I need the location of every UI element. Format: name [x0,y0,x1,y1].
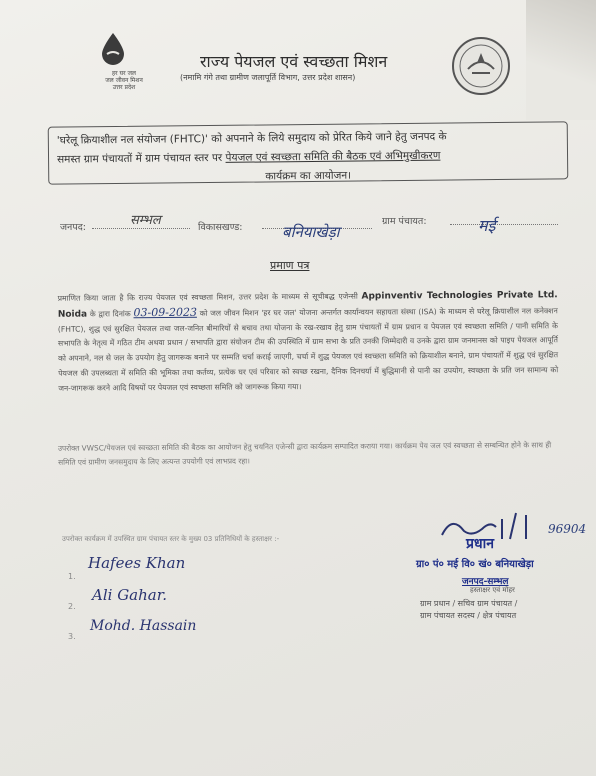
agency-name: Appinventiv Technologies Private Ltd. Noida [57,290,558,320]
panchayat-label: ग्राम पंचायत: [382,216,427,227]
paper-fold-shadow [526,0,596,120]
signature-code: 96904 [548,522,587,536]
certificate-body-paragraph-2: उपरोक्त VWSC/पेयजल एवं स्वच्छता समिति की बैठक का आयोजन हेतु चयनित एजेन्सी द्वारा कार्यक्रम सम्पादित कराया गया। कार्यक्रम पेय जल एवं स्वच्छता से सम्बन्धित होने के साथ ही समिति एवं ग्रामीण जनसमुदाय के लिए अत्यन्त उपयोगी एवं लाभप्रद रहा। [57,440,552,467]
heading-line-2a: समस्त ग्राम पंचायतों में ग्राम पंचायत स्तर पर [56,151,226,166]
program-heading-box [48,121,569,184]
participant-2-signature: Ali Gahar. [92,586,168,604]
participant-1-signature: Hafees Khan [88,554,186,572]
stamp-pradhan: प्रधान [466,536,494,552]
water-drop-icon [100,32,126,66]
district-value: सम्भल [130,213,161,228]
participant-3-number: 3. [68,632,76,641]
org-subtitle: (नमामि गंगे तथा ग्रामीण जलापूर्ति विभाग, उत्तर प्रदेश शासन) [180,73,356,82]
sign-and-seal-label: हस्ताक्षर एवं मोहर [470,586,515,594]
participant-3-signature: Mohd. Hassain [90,618,197,634]
panchayat-value: मई [478,216,496,235]
district-dotline [92,228,190,229]
heading-line-2b: पेयजल एवं स्वच्छता समिति की बैठक एवं अभिमुखीकरण [225,149,441,164]
certificate-body-paragraph [58,288,559,396]
program-date: 03-09-2023 [133,305,197,320]
certificate-title: प्रमाण पत्र [270,259,310,272]
participant-2-number: 2. [68,602,76,611]
para1-end: को जल जीवन मिशन 'हर घर जल' योजना अन्तर्गत कार्यान्वयन सहायता संस्था (ISA) के माध्यम से घरेलू क्रियाशील नल कनेक्शन (FHTC), शुद्ध एवं सुरक्षित पेयजल तथा जल-जनित बीमारियों से बचाव तथा योजना के रख-रखाव हेतु ग्राम पंचायतों में ग्राम प्रधान व पेयजल एवं स्वच्छता समिति / पानी समिति के सभापति के नेतृत्व में गठित टीम अथवा प्रधान / सभापति द्वारा संयोजन टीम की उपस्थिति में ग्राम सभा के प्रति उनकी जिम्मेदारी व उनके द्वारा ग्राम जनमानस को पाइप पेयजल आपूर्ति को अपनाने, नल से जल के उपयोग हेतु जागरूक बनाने पर सम्मति चर्चा कराई जाएगी, चर्चा में शुद्ध पेयजल एवं स्वच्छता समिति को क्रियाशील बनाने, ग्राम पंचायतों में शुद्ध एवं सुरक्षित पेयजल की उपलब्धता में समिति की भूमिका तथा कर्तव्य, प्रत्येक घर एवं परिवार को स्वच्छ रखना, दैनिक दिनचर्या में बुद्धिमानी से पानी का उपयोग, स्वच्छता के प्रति जन सामान्य को जन-जागरूक करने आदि विषयों पर पेयजल एवं स्वच्छता समिति को जागरूक किया गया। [57,306,559,393]
up-government-seal [452,37,510,95]
participant-1-number: 1. [68,572,76,581]
signatory-role-line-1: ग्राम प्रधान / सचिव ग्राम पंचायत / [420,599,518,608]
stamp-village: ग्रा० पं० मई वि० खं० बनियाखेड़ा [416,559,534,570]
block-label: विकासखण्ड: [198,222,243,233]
jal-jeevan-mission-logo [100,32,148,91]
signatures-intro: उपरोक्त कार्यक्रम में उपस्थित ग्राम पंचायत स्तर के मुख्य 03 प्रतिनिधियों के हस्ताक्षर :- [62,535,280,543]
emblem-icon [454,39,508,93]
panchayat-dotline [450,224,558,225]
pradhan-signature-scrawl [440,505,550,545]
signatory-role-line-2: ग्राम पंचायत सदस्य / क्षेत्र पंचायत [420,611,517,620]
logo-tagline: हर घर जल जल जीवन मिशन उत्तर प्रदेश [105,70,143,91]
org-title: राज्य पेयजल एवं स्वच्छता मिशन [200,52,388,71]
heading-line-3: कार्यक्रम का आयोजन। [265,169,352,183]
para1-mid: के द्वारा दिनांक [87,309,134,319]
para1-start: प्रमाणित किया जाता है कि राज्य पेयजल एवं स्वच्छता मिशन, उत्तर प्रदेश के माध्यम से सूचीबद्ध एजेन्सी [57,291,362,303]
block-value: बनियाखेड़ा [282,223,340,241]
district-label: जनपद: [60,222,86,233]
stamp-district: जनपद-सम्भल [462,577,509,587]
heading-line-1: 'घरेलू क्रियाशील नल संयोजन (FHTC)' को अपनाने के लिये समुदाय को प्रेरित किये जाने हेतु जनपद के [56,130,447,147]
